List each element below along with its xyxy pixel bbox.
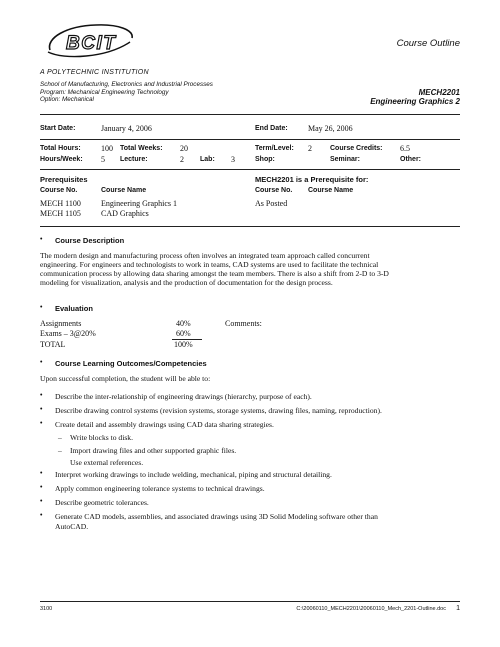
description-line: communication process by allowing data sharing amongst the team members. There is also a shift from 2-D to 3-D [40, 269, 389, 278]
end-date-value: May 26, 2006 [308, 124, 353, 133]
prereq-for-col-name: Course Name [308, 187, 354, 194]
header-divider [40, 114, 460, 115]
logo-text: BCIT [66, 33, 117, 54]
outcome-item: Apply common engineering tolerance systems to technical drawings. [55, 484, 265, 493]
evaluation-heading: Evaluation [55, 304, 93, 313]
bullet-icon: • [40, 304, 43, 311]
prereq-name-1: Engineering Graphics 1 [101, 199, 177, 208]
page-number: 1 [456, 605, 460, 612]
dash-icon: – [58, 433, 62, 442]
bullet-icon: • [40, 420, 43, 427]
bcit-logo [44, 20, 136, 62]
description-line: modeling for visualization, analysis and the production of documentation for the design process. [40, 278, 333, 287]
bullet-icon: • [40, 512, 43, 519]
outcome-item-continued: AutoCAD. [55, 522, 89, 531]
seminar-label: Seminar: [330, 156, 360, 163]
description-heading: Course Description [55, 236, 125, 245]
total-weeks-value: 20 [180, 144, 188, 153]
prereq-for-no-1: As Posted [255, 199, 288, 208]
lecture-value: 2 [180, 155, 184, 164]
tagline: A POLYTECHNIC INSTITUTION [40, 69, 149, 76]
eval-comments-label: Comments: [225, 319, 262, 328]
hours-week-value: 5 [101, 155, 105, 164]
lab-value: 3 [231, 155, 235, 164]
dash-icon: – [58, 446, 62, 455]
course-id [370, 88, 460, 106]
total-hours-value: 100 [101, 144, 113, 153]
term-value: 2 [308, 144, 312, 153]
footer-divider [40, 601, 460, 602]
bullet-icon: • [40, 359, 43, 366]
bullet-icon: • [40, 484, 43, 491]
term-label: Term/Level: [255, 145, 294, 152]
eval-item-1: Assignments [40, 319, 82, 328]
school-info [40, 81, 213, 104]
outcome-item: Describe geometric tolerances. [55, 498, 149, 507]
start-date-value: January 4, 2006 [101, 124, 152, 133]
lab-label: Lab: [200, 156, 215, 163]
description-text [40, 251, 389, 287]
prereq-no-2: MECH 1105 [40, 209, 81, 218]
eval-value-3: 100% [174, 340, 193, 349]
course-code: MECH2201 [418, 88, 460, 97]
outcome-item: Describe drawing control systems (revision systems, storage systems, drawing files, naming, reproduction). [55, 406, 382, 415]
school-name: School of Manufacturing, Electronics and Industrial Processes [40, 81, 213, 88]
eval-value-2: 60% [176, 329, 191, 338]
outcome-subitem: Use external references. [70, 458, 144, 467]
outcome-item: Describe the inter-relationship of engineering drawings (hierarchy, purpose of each). [55, 392, 312, 401]
shop-label: Shop: [255, 156, 275, 163]
eval-value-1: 40% [176, 319, 191, 328]
prereq-for-heading: MECH2201 is a Prerequisite for: [255, 175, 369, 184]
outcome-subitem: Write blocks to disk. [70, 433, 133, 442]
hours-divider [40, 169, 460, 170]
other-label: Other: [400, 156, 421, 163]
eval-item-3: TOTAL [40, 340, 66, 349]
prereq-col-name: Course Name [101, 187, 147, 194]
total-hours-label: Total Hours: [40, 145, 81, 152]
outcome-item: Interpret working drawings to include welding, mechanical, piping and structural detailing. [55, 470, 332, 479]
prereq-divider [40, 226, 460, 227]
credits-label: Course Credits: [330, 145, 383, 152]
option-name: Option: Mechanical [40, 96, 94, 104]
outcomes-intro: Upon successful completion, the student will be able to: [40, 374, 211, 383]
end-date-label: End Date: [255, 125, 288, 132]
outcome-item: Create detail and assembly drawings using CAD data sharing strategies. [55, 420, 274, 429]
prereq-for-col-no: Course No. [255, 187, 293, 194]
prereq-no-1: MECH 1100 [40, 199, 81, 208]
total-weeks-label: Total Weeks: [120, 145, 163, 152]
bullet-icon: • [40, 392, 43, 399]
lecture-label: Lecture: [120, 156, 148, 163]
prereq-name-2: CAD Graphics [101, 209, 149, 218]
footer-left: 3100 [40, 606, 53, 612]
outcomes-heading: Course Learning Outcomes/Competencies [55, 359, 207, 368]
prerequisites-heading: Prerequisites [40, 175, 88, 184]
description-line: engineering. For engineers and technologists to work in teams, CAD systems are used to facilitate the technical [40, 260, 379, 269]
eval-item-2: Exams – 3@20% [40, 329, 96, 338]
start-date-label: Start Date: [40, 125, 76, 132]
course-title: Engineering Graphics 2 [370, 97, 460, 106]
prereq-col-no: Course No. [40, 187, 78, 194]
bullet-icon: • [40, 498, 43, 505]
outcome-subitem: Import drawing files and other supported graphic files. [70, 446, 237, 455]
doc-type: Course Outline [396, 38, 460, 49]
credits-value: 6.5 [400, 144, 410, 153]
bullet-icon: • [40, 236, 43, 243]
description-line: The modern design and manufacturing process often involves an integrated team approach called concurrent [40, 251, 370, 260]
bullet-icon: • [40, 406, 43, 413]
outcome-item: Generate CAD models, assemblies, and associated drawings using 3D Solid Modeling software other than [55, 512, 378, 521]
program-name: Program: Mechanical Engineering Technology [40, 88, 169, 96]
dates-divider [40, 139, 460, 140]
bullet-icon: • [40, 470, 43, 477]
footer-path: C:\20060110_MECH2201\20060110_Mech_2201-Outline.doc [296, 606, 446, 612]
hours-week-label: Hours/Week: [40, 156, 83, 163]
